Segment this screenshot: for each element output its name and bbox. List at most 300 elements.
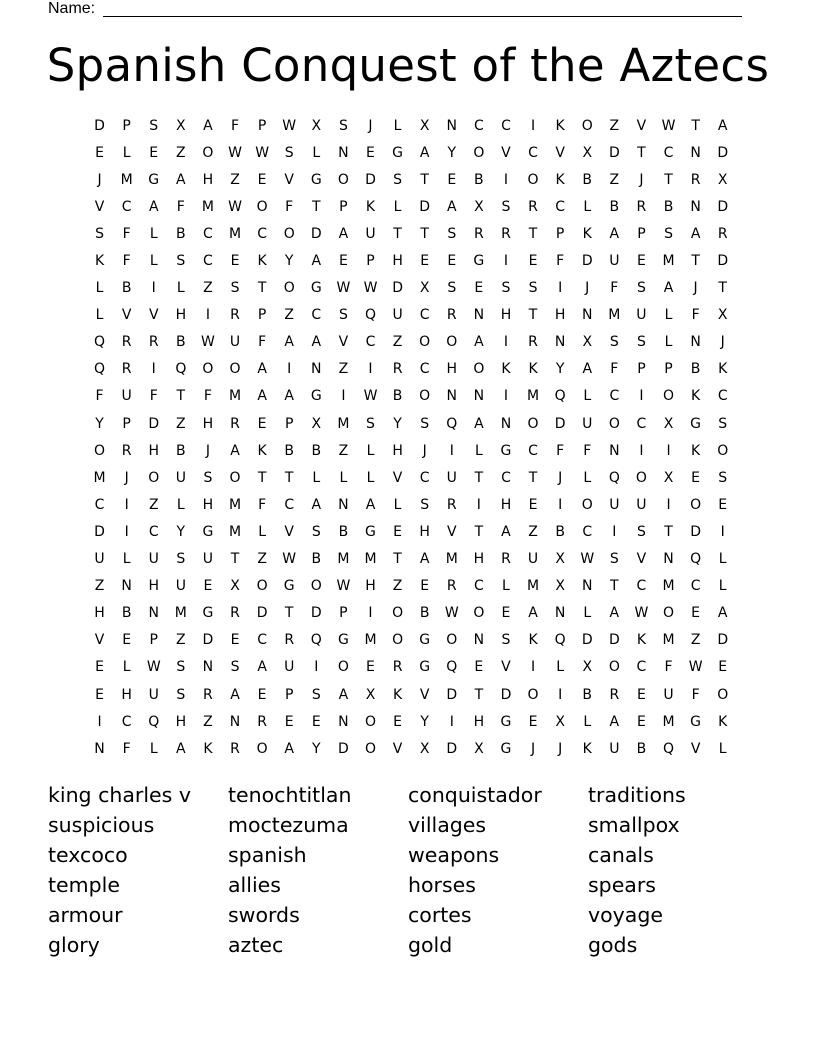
grid-letter: E	[203, 578, 213, 595]
grid-letter: I	[666, 442, 671, 459]
grid-letter: P	[664, 361, 673, 378]
grid-letter: M	[662, 578, 675, 595]
grid-letter: S	[501, 198, 511, 215]
grid-letter: S	[664, 225, 673, 242]
grid-letter: V	[501, 144, 511, 161]
grid-letter: S	[149, 117, 159, 134]
grid-letter: W	[363, 388, 378, 405]
grid-letter: S	[420, 496, 430, 513]
grid-letter: F	[122, 225, 131, 242]
grid-letter: W	[688, 659, 703, 676]
grid-letter: H	[202, 171, 214, 188]
grid-letter: K	[555, 171, 565, 188]
grid-letter: J	[558, 740, 563, 757]
grid-letter: U	[446, 469, 457, 486]
word-list-item: traditions	[588, 783, 686, 807]
grid-letter: X	[555, 578, 565, 595]
grid-letter: D	[392, 280, 403, 297]
grid-letter: E	[528, 713, 538, 730]
grid-letter: O	[364, 713, 376, 730]
grid-letter: D	[608, 144, 620, 161]
grid-letter: G	[202, 605, 214, 622]
grid-letter: B	[392, 388, 403, 405]
grid-letter: L	[583, 713, 592, 730]
grid-row	[86, 600, 736, 627]
grid-letter: G	[392, 144, 403, 161]
grid-letter: F	[691, 307, 700, 324]
grid-letter: O	[283, 225, 295, 242]
grid-letter: Z	[284, 307, 294, 324]
grid-letter: P	[122, 117, 131, 134]
grid-letter: O	[473, 361, 485, 378]
grid-letter: O	[717, 442, 729, 459]
word-list-item: texcoco	[48, 843, 128, 867]
grid-letter: R	[257, 713, 267, 730]
grid-letter: V	[392, 740, 403, 757]
grid-letter: J	[639, 171, 644, 188]
word-list-item: spears	[588, 873, 656, 897]
word-list-item: swords	[228, 903, 300, 927]
grid-letter: H	[202, 496, 214, 513]
grid-letter: M	[337, 551, 350, 568]
grid-letter: N	[446, 117, 457, 134]
word-list-item: allies	[228, 873, 281, 897]
grid-letter: X	[419, 117, 430, 134]
grid-letter: B	[474, 171, 484, 188]
grid-letter: F	[285, 198, 294, 215]
grid-letter: C	[636, 578, 647, 595]
grid-row	[86, 437, 736, 464]
grid-letter: T	[176, 388, 186, 405]
grid-letter: H	[473, 551, 485, 568]
grid-letter: E	[501, 605, 511, 622]
grid-letter: K	[636, 632, 647, 649]
grid-letter: Z	[148, 496, 159, 513]
grid-letter: N	[121, 578, 132, 595]
grid-letter: H	[473, 713, 485, 730]
word-list-item: glory	[48, 933, 100, 957]
grid-letter: A	[717, 605, 728, 622]
grid-letter: X	[582, 334, 593, 351]
grid-letter: E	[366, 144, 375, 161]
grid-letter: O	[419, 334, 431, 351]
grid-letter: M	[662, 253, 675, 270]
grid-letter: H	[365, 578, 376, 595]
grid-letter: M	[93, 469, 106, 486]
grid-letter: M	[228, 225, 242, 242]
grid-letter: C	[528, 442, 538, 459]
grid-letter: E	[528, 253, 538, 270]
grid-letter: I	[503, 253, 509, 270]
grid-letter: T	[420, 225, 429, 242]
grid-letter: S	[95, 225, 104, 242]
grid-letter: X	[474, 740, 484, 757]
grid-letter: Z	[94, 578, 105, 595]
grid-letter: I	[558, 686, 563, 703]
grid-row	[86, 573, 736, 600]
grid-letter: N	[311, 361, 322, 378]
grid-letter: A	[419, 144, 430, 161]
grid-letter: Z	[338, 442, 349, 459]
grid-letter: I	[503, 171, 509, 188]
grid-letter: I	[476, 496, 481, 513]
grid-letter: K	[718, 361, 728, 378]
grid-letter: T	[664, 523, 673, 540]
grid-letter: Z	[203, 280, 213, 297]
grid-letter: Z	[203, 713, 213, 730]
grid-letter: A	[528, 605, 538, 622]
grid-letter: I	[449, 713, 454, 730]
grid-letter: L	[122, 659, 131, 676]
grid-letter: G	[500, 442, 512, 459]
grid-letter: U	[582, 415, 593, 432]
grid-letter: B	[311, 551, 322, 568]
grid-letter: S	[501, 632, 511, 649]
grid-letter: O	[419, 388, 431, 405]
grid-letter: P	[637, 225, 646, 242]
grid-letter: C	[419, 307, 430, 324]
grid-letter: L	[149, 253, 158, 270]
grid-letter: T	[284, 469, 294, 486]
grid-row	[86, 735, 736, 762]
grid-letter: X	[582, 659, 593, 676]
grid-letter: W	[228, 144, 242, 161]
grid-letter: V	[121, 307, 132, 324]
grid-letter: N	[473, 307, 485, 324]
grid-letter: Q	[310, 632, 322, 649]
grid-letter: V	[392, 469, 403, 486]
grid-letter: C	[94, 496, 105, 513]
grid-letter: A	[230, 686, 240, 703]
grid-letter: Y	[176, 523, 186, 540]
grid-letter: I	[97, 713, 102, 730]
grid-letter: D	[690, 523, 701, 540]
grid-letter: D	[365, 171, 376, 188]
grid-letter: I	[368, 605, 373, 622]
name-field	[48, 0, 748, 18]
grid-letter: R	[230, 307, 240, 324]
grid-letter: N	[338, 144, 349, 161]
grid-letter: R	[446, 307, 457, 324]
grid-letter: B	[121, 280, 132, 297]
grid-letter: S	[420, 415, 430, 432]
grid-letter: K	[718, 713, 728, 730]
grid-letter: C	[257, 225, 267, 242]
grid-letter: L	[393, 198, 402, 215]
grid-letter: N	[581, 578, 593, 595]
grid-letter: S	[609, 551, 619, 568]
grid-row	[86, 112, 736, 139]
grid-letter: A	[609, 225, 620, 242]
grid-letter: F	[258, 496, 267, 513]
grid-letter: D	[717, 253, 729, 270]
word-list	[48, 780, 768, 960]
word-list-item: suspicious	[48, 813, 155, 837]
grid-letter: C	[473, 117, 484, 134]
grid-letter: L	[149, 225, 158, 242]
grid-letter: T	[664, 171, 673, 188]
grid-letter: K	[501, 361, 511, 378]
grid-letter: K	[528, 361, 538, 378]
grid-letter: Z	[392, 334, 403, 351]
grid-letter: B	[284, 442, 294, 459]
grid-letter: W	[363, 280, 378, 297]
grid-letter: L	[393, 496, 402, 513]
grid-letter: I	[558, 280, 563, 297]
grid-letter: E	[366, 659, 375, 676]
grid-letter: V	[94, 198, 105, 215]
grid-letter: K	[365, 198, 376, 215]
grid-letter: C	[203, 225, 213, 242]
word-list-item: voyage	[588, 903, 663, 927]
grid-letter: T	[528, 225, 538, 242]
grid-letter: J	[422, 442, 427, 459]
grid-letter: Q	[663, 740, 675, 757]
grid-letter: P	[339, 605, 348, 622]
grid-letter: C	[121, 198, 132, 215]
grid-letter: A	[230, 442, 240, 459]
grid-letter: U	[148, 551, 159, 568]
grid-letter: L	[556, 659, 565, 676]
grid-letter: O	[283, 280, 295, 297]
grid-letter: Z	[392, 578, 403, 595]
grid-letter: G	[148, 171, 160, 188]
grid-letter: A	[474, 334, 484, 351]
grid-letter: U	[636, 307, 647, 324]
grid-letter: Q	[608, 469, 620, 486]
grid-row	[86, 491, 736, 518]
grid-letter: G	[690, 713, 702, 730]
grid-letter: C	[663, 144, 674, 161]
grid-letter: S	[176, 686, 186, 703]
grid-letter: M	[364, 551, 377, 568]
grid-letter: L	[502, 578, 510, 595]
grid-letter: U	[609, 740, 620, 757]
page-title: Spanish Conquest of the Aztecs	[46, 39, 770, 92]
grid-letter: O	[256, 578, 268, 595]
grid-letter: H	[121, 686, 132, 703]
grid-row	[86, 139, 736, 166]
grid-letter: R	[230, 740, 240, 757]
grid-letter: G	[283, 578, 295, 595]
grid-letter: O	[690, 496, 702, 513]
grid-letter: R	[284, 632, 295, 649]
grid-letter: Z	[338, 361, 349, 378]
grid-letter: D	[717, 632, 729, 649]
grid-letter: H	[175, 307, 187, 324]
grid-letter: I	[368, 361, 373, 378]
grid-letter: M	[228, 496, 242, 513]
grid-letter: B	[663, 198, 674, 215]
grid-letter: I	[639, 442, 644, 459]
grid-letter: B	[582, 171, 593, 188]
grid-letter: L	[95, 307, 104, 324]
grid-letter: C	[365, 334, 376, 351]
grid-letter: R	[690, 171, 701, 188]
grid-letter: D	[581, 253, 593, 270]
grid-letter: P	[122, 415, 131, 432]
word-list-item: weapons	[408, 843, 500, 867]
grid-letter: I	[666, 496, 671, 513]
grid-letter: T	[474, 523, 484, 540]
grid-letter: R	[230, 415, 240, 432]
grid-letter: I	[558, 496, 563, 513]
grid-letter: L	[474, 442, 483, 459]
grid-row	[86, 329, 736, 356]
grid-letter: A	[284, 740, 294, 757]
grid-row	[86, 166, 736, 193]
grid-letter: S	[393, 171, 403, 188]
grid-letter: C	[121, 713, 132, 730]
grid-letter: N	[581, 307, 593, 324]
grid-letter: Z	[176, 632, 186, 649]
grid-letter: T	[393, 225, 402, 242]
name-label: Name:	[48, 0, 96, 17]
grid-letter: F	[176, 198, 185, 215]
grid-letter: R	[121, 442, 132, 459]
grid-letter: V	[94, 632, 105, 649]
grid-letter: O	[229, 469, 241, 486]
grid-letter: R	[203, 686, 213, 703]
grid-letter: D	[446, 686, 458, 703]
grid-letter: J	[720, 334, 725, 351]
grid-letter: X	[582, 144, 593, 161]
grid-letter: E	[95, 144, 104, 161]
grid-letter: V	[690, 740, 701, 757]
grid-letter: A	[311, 253, 322, 270]
grid-row	[86, 410, 736, 437]
grid-letter: H	[202, 415, 214, 432]
grid-letter: C	[311, 307, 322, 324]
grid-letter: H	[392, 442, 403, 459]
grid-letter: O	[364, 740, 376, 757]
grid-letter: M	[608, 307, 621, 324]
grid-row	[86, 708, 736, 735]
grid-letter: B	[338, 523, 349, 540]
grid-letter: S	[609, 334, 619, 351]
grid-letter: K	[203, 740, 213, 757]
grid-letter: D	[581, 632, 593, 649]
grid-letter: O	[392, 632, 404, 649]
grid-letter: L	[718, 740, 727, 757]
grid-letter: S	[718, 415, 728, 432]
grid-letter: O	[717, 686, 729, 703]
grid-letter: X	[311, 415, 322, 432]
grid-letter: O	[256, 198, 268, 215]
grid-letter: I	[124, 523, 129, 540]
grid-row	[86, 275, 736, 302]
grid-letter: L	[718, 578, 727, 595]
grid-letter: D	[717, 198, 729, 215]
grid-letter: A	[474, 415, 484, 432]
grid-letter: G	[419, 632, 431, 649]
grid-letter: W	[444, 605, 459, 622]
grid-letter: O	[581, 117, 593, 134]
grid-letter: Y	[393, 415, 402, 432]
grid-letter: A	[284, 334, 294, 351]
grid-letter: D	[446, 740, 458, 757]
grid-letter: C	[148, 523, 159, 540]
grid-letter: N	[554, 605, 566, 622]
grid-letter: S	[176, 551, 186, 568]
grid-letter: L	[393, 117, 402, 134]
grid-letter: L	[583, 605, 592, 622]
grid-letter: R	[609, 686, 620, 703]
grid-letter: M	[201, 198, 214, 215]
grid-letter: N	[690, 198, 701, 215]
grid-letter: N	[148, 605, 159, 622]
grid-letter: T	[528, 469, 538, 486]
grid-letter: A	[338, 686, 349, 703]
grid-letter: S	[176, 659, 186, 676]
grid-letter: T	[691, 253, 700, 270]
grid-letter: S	[338, 307, 348, 324]
grid-letter: C	[257, 632, 267, 649]
grid-row	[86, 302, 736, 329]
grid-letter: Z	[609, 117, 620, 134]
grid-letter: M	[228, 523, 242, 540]
grid-letter: I	[503, 334, 509, 351]
grid-letter: S	[203, 469, 213, 486]
grid-letter: M	[445, 551, 458, 568]
grid-letter: Z	[609, 171, 620, 188]
grid-letter: B	[636, 740, 647, 757]
grid-letter: Z	[176, 144, 186, 161]
grid-letter: L	[312, 144, 321, 161]
grid-letter: A	[717, 117, 728, 134]
grid-letter: A	[690, 225, 701, 242]
grid-letter: W	[228, 198, 242, 215]
grid-letter: O	[392, 605, 404, 622]
grid-letter: W	[336, 578, 351, 595]
grid-letter: L	[122, 144, 131, 161]
grid-letter: A	[203, 117, 213, 134]
grid-letter: S	[176, 253, 186, 270]
grid-letter: P	[637, 361, 646, 378]
grid-letter: I	[124, 496, 129, 513]
grid-letter: N	[202, 659, 214, 676]
grid-letter: B	[582, 686, 593, 703]
grid-letter: H	[148, 578, 159, 595]
grid-letter: D	[338, 740, 349, 757]
grid-letter: G	[310, 388, 322, 405]
grid-letter: E	[338, 253, 348, 270]
grid-letter: D	[94, 117, 105, 134]
grid-letter: A	[148, 198, 159, 215]
name-underline	[103, 16, 742, 17]
grid-letter: Q	[446, 659, 458, 676]
grid-letter: A	[176, 171, 186, 188]
grid-letter: S	[528, 280, 538, 297]
word-list-item: tenochtitlan	[228, 783, 352, 807]
grid-letter: J	[97, 171, 102, 188]
grid-letter: G	[202, 523, 214, 540]
grid-letter: E	[257, 415, 267, 432]
grid-letter: E	[528, 496, 538, 513]
grid-letter: R	[501, 551, 511, 568]
grid-letter: H	[500, 496, 512, 513]
grid-letter: X	[663, 415, 674, 432]
grid-letter: O	[473, 144, 485, 161]
grid-letter: M	[527, 388, 540, 405]
grid-letter: N	[446, 388, 457, 405]
grid-letter: T	[312, 198, 321, 215]
grid-letter: F	[230, 117, 240, 134]
grid-letter: O	[202, 144, 214, 161]
grid-letter: I	[314, 659, 319, 676]
grid-row	[86, 518, 736, 545]
word-search-grid	[86, 112, 736, 762]
